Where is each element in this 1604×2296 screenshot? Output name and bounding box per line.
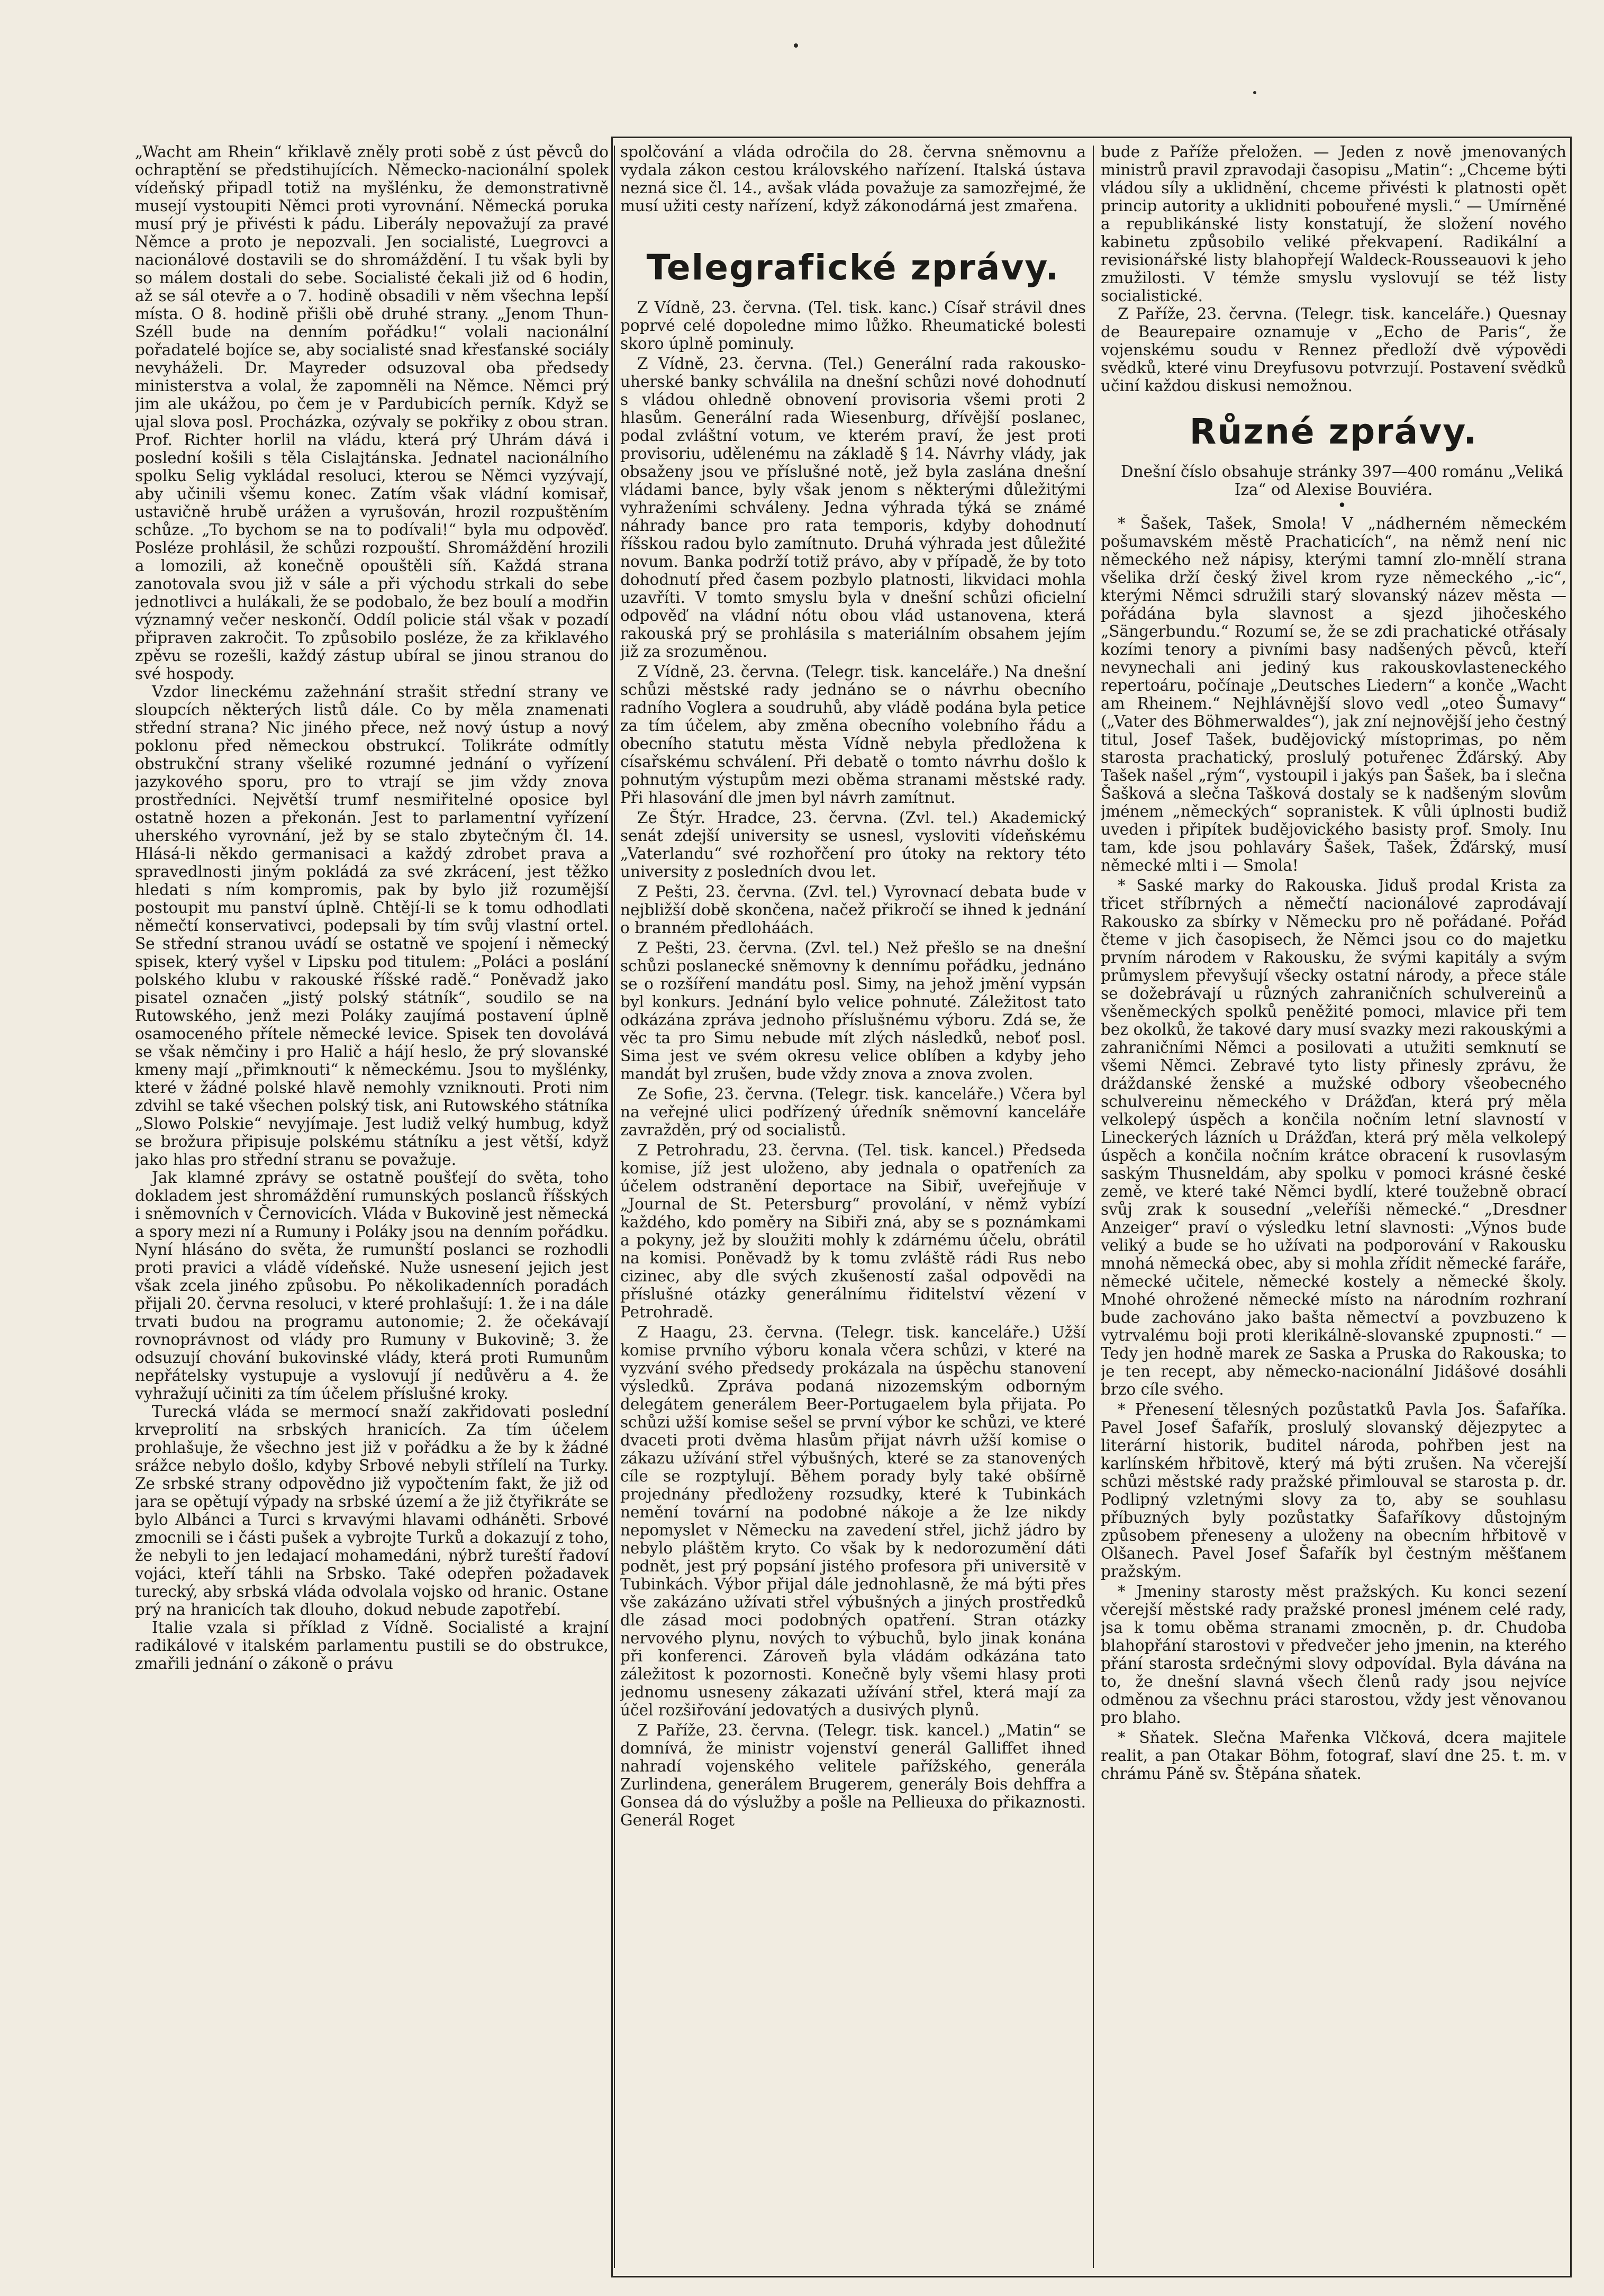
column-rule-left xyxy=(614,146,615,2268)
news-item: * Saské marky do Rakouska. Jiduš prodal Krista za třicet stříbrných a němečtí nacionálové zaprodávají Rakousko za sbírky v Německu pro ně pořádané. Pořád čteme v jich časopisech, že Němci jsou co do majetku prvním národem v Rakousku, že svými kapitály a svým průmyslem převyšují všecky ostatní národy, a přece stále se dožebrávají u různých zahraničních schulvereinů a všeněmeckých spolků peněžité pomoci, mlavice při tem bez okolků, že takové dary musí svazky mezi rakouskými a zahraničními Němci a posilovati a utužiti semknutí se všemi Němci. Zebravé tyto listy přinesly zprávu, že dráždanské ženské a mužské odbory všeobecného schulvereinu německého v Drážďan, která prý měla velkolepý úspěch a končila nočním letní slavností v Lineckerých lázních u Drážďan, která prý měla velkolepý úspěch a končila nočním krátce obracení k rusovlasým saským Thusneldám, aby spolku v pomoci krásné české země, ve které také Němci bydlí, které toužebně obrací svůj zrak k sousední „veleříši německé.“ „Dresdner Anzeiger“ praví o výsledku letní slavnosti: „Výnos bude veliký a bude se ho užívati na podporování v Rakousku mnohá německá obec, aby si mohla zřídit německé faráře, německé učitele, německé kostely a německé školy. Mnohé ohrožené německé místo na národním rozhraní bude zachováno jako bašta němectví a povzbuzeno k vytrvalému boji proti klerikálně-slovanské zpupnosti.“ — Tedy jen hodně marek ze Saska a Pruska do Rakouska; to je ten recept, aby německo-nacionální Jidášové dosáhli brzo cíle svého. xyxy=(1101,876,1566,1398)
serial-notice: Dnešní číslo obsahuje stránky 397—400 románu „Veliká Iza“ od Alexise Bouviéra. xyxy=(1120,463,1564,499)
telegram-item: Z Vídně, 23. června. (Telegr. tisk. kanceláře.) Na dnešní schůzi městské rady jednáno se o návrhu obecního radního Voglera a soudruhů, aby vládě podána byla petice za tím účelem, aby změna obecního volebního řádu a obecního statutu města Vídně nebyla předložena k císařskému schválení. Při debatě o tomto návrhu došlo k pohnutým výstupům mezi oběma stranami městské rady. Při hlasování dle jmen byl návrh zamítnut. xyxy=(620,663,1086,807)
telegram-item: Z Vídně, 23. června. (Tel.) Generální rada rakousko-uherské banky schválila na dnešní schůzi nové dohodnutí s vládou ohledně obnovení provisoria všemi proti 2 hlasům. Generální rada Wiesenburg, dřívější poslanec, podal zvláštní votum, ve kterém praví, že jest proti provisoriu, udělenému na základě § 14. Návrhy vlády, jak obsaženy jsou ve příslušné notě, jež byla zaslána dnešní vládami bance, byly však jenom s některými důležitými vyhraženími schváleny. Jedna výhrada týká se známé náhrady bance pro rata temporis, kdyby dohodnutí říšskou radou bylo zamítnuto. Druhá výhrada jest důležité novum. Banka podrží totiž právo, aby v případě, že by toto dohodnutí před časem pozbylo platnosti, likvidaci mohla uzavříti. V tomto smyslu byla v dnešní schůzi oficielní odpověď na vládní nótu obou vlád ustanovena, která rakouská prý se prohlásila s materiálním obsahem jejím již za srozuměnou. xyxy=(620,355,1086,661)
article-paragraph: bude z Paříže přeložen. — Jeden z nově jmenovaných ministrů pravil zpravodaji časopisu „Matin“: „Chceme býti vládou síly a uklidnění, chceme přivésti k platnosti opět princip autority a uklidniti pobouřené mysli.“ — Umírněné a republikánské listy konstatují, že složení nového kabinetu způsobilo veliké překvapení. Radikální a revisionářské listy blahopřejí Waldeck-Rousseauovi k jeho zmužilosti. V témže smyslu vyslovují se též listy socialistické. xyxy=(1101,143,1566,305)
news-item: * Přenesení tělesných pozůstatků Pavla Jos. Šafaříka. Pavel Josef Šafařík, proslulý slovanský dějezpytec a literární historik, buditel národa, pohřben jest na karlínském hřbitově, který má býti zrušen. Na včerejší schůzi městské rady pražské přimlouval se starosta p. dr. Podlipný vzletnými slovy za to, aby se souhlasu příbuzných byly pozůstatky Šafaříkovy důstojným způsobem přeneseny a uloženy na obecním hřbitově v Olšanech. Pavel Josef Šafařík byl čestným měšťanem pražským. xyxy=(1101,1400,1566,1580)
telegram-item: Z Paříže, 23. června. (Telegr. tisk. kancel.) „Matin“ se domnívá, že ministr vojenství generál Galliffet ihned nahradí vojenského velitele pařížského, generála Zurlindena, generálem Brugerem, generály Bois dehffra a Gonsea dá do výslužby a pošle na Pellieuxa do přikaznosti. Generál Roget xyxy=(620,1721,1086,1829)
telegram-item: Z Paříže, 23. června. (Telegr. tisk. kanceláře.) Quesnay de Beaurepaire oznamuje v „Echo de Paris“, že vojenskému soudu v Rennez předloží dvě výpovědi svědků, které vinu Dreyfusovu potvrzují. Postavení svědků učiní každou diskusi nemožnou. xyxy=(1101,305,1566,395)
article-paragraph: Jak klamné zprávy se ostatně poušťejí do světa, toho dokladem jest shromáždění rumunských poslanců říšských i sněmovních v Černovicích. Vláda v Bukovině jest německá a spory mezi ní a Rumuny i Poláky jsou na denním pořádku. Nyní hlásáno do světa, že rumunští poslanci se rozhodli proti pravici a vládě vídeňské. Nuže usnesení jejich jest však zcela jiného způsobu. Po několikadenních poradách přijali 20. června resoluci, v které prohlašují: 1. že i na dále trvati budou na programu autonomie; 2. že očekávají rovnoprávnost od vlády pro Rumuny v Bukovině; 3. že odsuzují chování bukovinské vlády, která proti Rumunům nepřátelsky vystupuje a vyslovují jí nedůvěru a 4. že vyhražují učiniti za tím účelem příslušné kroky. xyxy=(135,1169,609,1403)
article-paragraph: Vzdor lineckému zažehnání strašit střední strany ve sloupcích některých listů dále. Co by měla znamenati střední strana? Nic jiného přece, než nový ústup a nový poklonu před německou obstrukcí. Tolikráte odmítly obstrukční strany všeliké rozumné jednání o vyřízení jazykového sporu, pro to vtrají se jim vždy znova prostředníci. Největší trumf nesmiřitelné oposice byl ostatně hozen a překonán. Jest to parlamentní vyřízení uherského vyrovnání, jež by se stalo zbytečným čl. 14. Hlásá-li někdo germanisaci a každý zdrobet prava a spravedlnosti jiným pokládá za své zkrácení, jest těžko hledati s ním kompromis, pak by bylo již rozumější postoupit mu panství úplně. Chtějí-li se k tomu odhodlati němečtí konservativci, podepsali by tím svůj vlastní ortel. Se střední stranou uvádí se ostatně ve spojení i německý spisek, který vyšel v Lipsku pod titulem: „Poláci a poslání polského klubu v rakouské říšské radě.“ Poněvadž jako pisatel označen „jistý polský státník“, soudilo se na Rutowského, jenž mezi Poláky zaujímá postavení úplně osamoceného přítele německé levice. Spisek ten dovolává se však němčiny i pro Halič a hájí heslo, že prý slovanské kmeny mají „přimknouti“ k německému. Jsou to myšlénky, které v žádné polské hlavě nemohly vzniknouti. Proti nim zdvihl se také všechen polský tisk, ani Rutowského státníka „Slowo Polskie“ nevyjímaje. Jest ludiž velký humbug, když se brožura připisuje polskému státníku a jest větší, když jako hlas pro střední stranu se považuje. xyxy=(135,683,609,1169)
article-column-1 xyxy=(135,143,609,2271)
telegram-item: Z Vídně, 23. června. (Tel. tisk. kanc.) Císař strávil dnes poprvé celé dopoledne mimo lůžko. Rheumatické bolesti skoro úplně pominuly. xyxy=(620,299,1086,352)
speck-mark xyxy=(794,43,798,48)
telegram-item: Z Pešti, 23. června. (Zvl. tel.) Vyrovnací debata bude v nejbližší době skončena, načež přikročí se ihned k jednání o branném předloháách. xyxy=(620,883,1086,937)
news-item: * Sňatek. Slečna Mařenka Vlčková, dcera majitele realit, a pan Otakar Böhm, fotograf, slaví dne 25. t. m. v chrámu Páně sv. Štěpána sňatek. xyxy=(1101,1729,1566,1783)
telegram-item: Z Pešti, 23. června. (Zvl. tel.) Než přešlo se na dnešní schůzi poslanecké sněmovny k dennímu pořádku, jednáno se o rozšíření mandátu posl. Simy, na jehož jmění vypsán byl konkurs. Jednání bylo velice pohnuté. Záležitost tato odkázána zpráva jednoho příslušnému výboru. Zdá se, že věc ta pro Simu nebude mít zlých následků, neboť posl. Sima jest ve svém okresu velice oblíben a kdyby jeho mandát byl zrušen, bude vždy znova a znova zvolen. xyxy=(620,939,1086,1083)
article-paragraph: „Wacht am Rhein“ křiklavě zněly proti sobě z úst pěvců do ochraptění se předstihujících. Německo-nacionální spolek vídeňský připadl totiž na myšlénku, že demonstrativně musejí vystoupiti Němci proti vyrovnání. Německá poruka musí prý je přivésti k pádu. Liberály nepovažují za pravé Němce a proto je nepozvali. Jen socialisté, Luegrovci a nacionálové dostavili se do shromáždění. I tu však byli by so málem dostali do sebe. Socialisté čekali již od 6 hodin, až se sál otevře a o 7. hodině obsadili v něm všechna lepší místa. O 8. hodině přišli obě druhé strany. „Jenom Thun-Széll bude na denním pořádku!“ volali nacionální pořadatelé bojíce se, aby socialisté snad křesťanské sociály nevyháželi. Dr. Mayreder odsuzoval oba předsedy ministerstva a volal, že zapomněli na Němce. Němci prý jim ale ukážou, po čem je v Pardubicích perník. Když se ujal slova posl. Procházka, ozývaly se pokřiky z obou stran. Prof. Richter horlil na vládu, která prý Uhrám dává i poslední košili s těla Cislajtánska. Jednatel nacionálního spolku Selig vykládal resoluci, kterou se Němci vyzývají, aby učinili všemu konec. Zatím však vládní komisař, ustavičně hrubě urážen a vyrušován, hrozil rozpuštěním schůze. „To bychom se na to podívali!“ byla mu odpověď. Posléze prohlásil, že schůzi rozpouští. Shromáždění hrozili a lomozili, až konečně opouštěli síň. Každá strana zanotovala svou již v sále a při východu strkali do sebe jednotlivci a hulákali, že se podobalo, že bez boulí a modřin významný večer neskončí. Oddíl policie stál však v pozadí připraven zakročit. To způsobilo posléze, že za křiklavého zpěvu se rozešli, každý zástup ubíral se jinou stranou do své hospody. xyxy=(135,143,609,683)
telegram-item: Z Haagu, 23. června. (Telegr. tisk. kanceláře.) Užší komise prvního výboru konala včera schůzi, v které na vyzvání svého předsedy prokázala na úspěchu stanovení výsledků. Zpráva podaná nizozemským odborným delegátem generálem Beer-Portugaelem byla přijata. Po schůzi užší komise sešel se první výbor ke schůzi, ve které dvaceti proti dvěma hlasům přijat návrh užší komise o zákazu užívání střel výbušných, které se za stanovených cíle se rozptylují. Během porady byly také obšírně projednány předloženy rozsudky, které k Tubinkách nemění tovární na podobné nákoje a že lze nikdy nepomyslet v Německu na zavedení střel, jichž jádro by nebylo pláštěm kryto. Co však by k nedorozumění dáti podnět, jest prý popsání jistého profesora při universitě v Tubinkách. Výbor přijal dále jednohlasně, že má býti přes vše zakázáno užívati střel výbušných a jiných prostředků dle zásad moci podobných opatření. Stran otázky nervového plynu, nových to výbuchů, bylo jinak konána při konferenci. Zároveň byla vládám odkázána tato záležitost k pozornosti. Konečně byly všemi hlasy proti jednomu usneseny zákazati užívání střel, která mají za účel rozšiřování jedovatých a dusivých plynů. xyxy=(620,1323,1086,1719)
news-item: * Jmeniny starosty měst pražských. Ku konci sezení včerejší městské rady pražské pronesl jménem celé rady, jsa k tomu oběma stranami zmocněn, p. dr. Chudoba blahopřání starostovi v předvečer jeho jmenin, na kterého přání starosta srdečnými slovy odpovídal. Byla dávána na to, že dnešní slavná všech členů rady jsou nejvíce odměnou za všechnu práci starostou, vždy jest věnovanou pro blaho. xyxy=(1101,1583,1566,1726)
speck-mark xyxy=(1253,91,1256,94)
article-paragraph: spolčování a vláda odročila do 28. června sněmovnu a vydala zákon cestou královského nařízení. Italská ústava nezná sice čl. 14., avšak vláda považuje za samozřejmé, že musí užiti cesty nařízení, když zákonodárná jest zmařena. xyxy=(620,143,1086,215)
article-paragraph: Italie vzala si příklad z Vídně. Socialisté a krajní radikálové v italském parlamentu pustili se do obstrukce, zmařili jednání o zákoně o právu xyxy=(135,1619,609,1673)
article-paragraph: Turecká vláda se mermocí snaží zakřidovati poslední krveprolití na srbských hranicích. Za tím účelem prohlašuje, že všechno jest již v pořádku a že by k žádné srážce nebylo došlo, kdyby Srbové nebyli střílelí na Turky. Ze srbské strany odpovědno již vypočtením fakt, že již od jara se opětují výpady na srbské území a že již čtyřikráte se bylo Albánci a Turci s krvavými hlavami odháněti. Srbové zmocnili se i části pušek a vybrojte Turků a dokazují z toho, že nebyli to jen ledajací mohamedáni, nýbrž tureští řadoví vojáci, kteří táhli na Srbsko. Také odepřen požadavek turecký, aby srbská vláda odvolala vojsko od hranic. Ostane prý na hranicích tak dlouho, dokud nebude zapotřebí. xyxy=(135,1403,609,1619)
article-column-2 xyxy=(620,143,1086,2271)
telegram-item: Z Petrohradu, 23. června. (Tel. tisk. kancel.) Předseda komise, jíž jest uloženo, aby jednala o opatřeních za účelem odstranění deportace na Sibiř, uveřejňuje v „Journal de St. Petersburg“ provolání, v němž vybízí každého, kdo poměry na Sibiři zná, aby se s poznámkami a pokyny, jež by sloužiti mohly k zdárnému účelu, obrátil na komisi. Poněvadž by k tomu zvláště rádi Rus nebo cizinec, aby dle svých zkušeností zašal odpovědi na příslušné otázky generálnímu řiditelství vězení v Petrohradě. xyxy=(620,1141,1086,1321)
section-heading-telegrams: Telegrafické zprávy. xyxy=(646,247,1060,288)
section-heading-misc: Různé zprávy. xyxy=(1189,411,1478,452)
column-rule-right xyxy=(1093,146,1094,2268)
telegram-item: Ze Sofie, 23. června. (Telegr. tisk. kanceláře.) Včera byl na veřejné ulici podřízený úředník sněmovní kanceláře zavražděn, prý od socialistů. xyxy=(620,1085,1086,1139)
news-item: * Šašek, Tašek, Smola! V „nádherném německém pošumavském městě Prachaticích“, na němž není nic německého než nápisy, kterými tamní zlo-mnělí strana všelika drží český živel krom ryze německého „-ic“, kterými Němci sdružili starý slovanský název města — pořádána byla slavnost a sjezd jihočeského „Sängerbundu.“ Rozumí se, že se zdi prachatické otřásaly kozími tenory a pivními basy nadšených pěvců, kteří nevynechali ani jediný kus rakouskovlasteneckého repertoáru, počínaje „Deutsches Liedern“ a konče „Wacht am Rheinem.“ Nejhlávnější slovo vedl „oteo Šumavy“ („Vater des Böhmerwaldes“), jak zní nejnovější jeho čestný titul, Josef Tašek, budějovický místoprimas, po něm starosta prachatický, proslulý potuřenec Žďárský. Aby Tašek našel „rým“, vystoupil i jakýs pan Šašek, ba i slečna Šašková a slečna Tašková dostaly se k nadšeným slovům jménem „německých“ sopranistek. K vůli úplnosti budiž uveden i připítek budějovického basisty prof. Smoly. Inu tam, kde jsou pohlaváry Šašek, Tašek, Žďárský, musí německé mlti i — Smola! xyxy=(1101,514,1566,874)
separator-dot: • xyxy=(1337,496,1347,514)
telegram-item: Ze Štýr. Hradce, 23. června. (Zvl. tel.) Akademický senát zdejší university se usnesl, vysloviti vídeňskému „Vaterlandu“ své rozhořčení pro útoky na rektory této university z posledních dvou let. xyxy=(620,809,1086,881)
article-column-3 xyxy=(1101,143,1566,2271)
